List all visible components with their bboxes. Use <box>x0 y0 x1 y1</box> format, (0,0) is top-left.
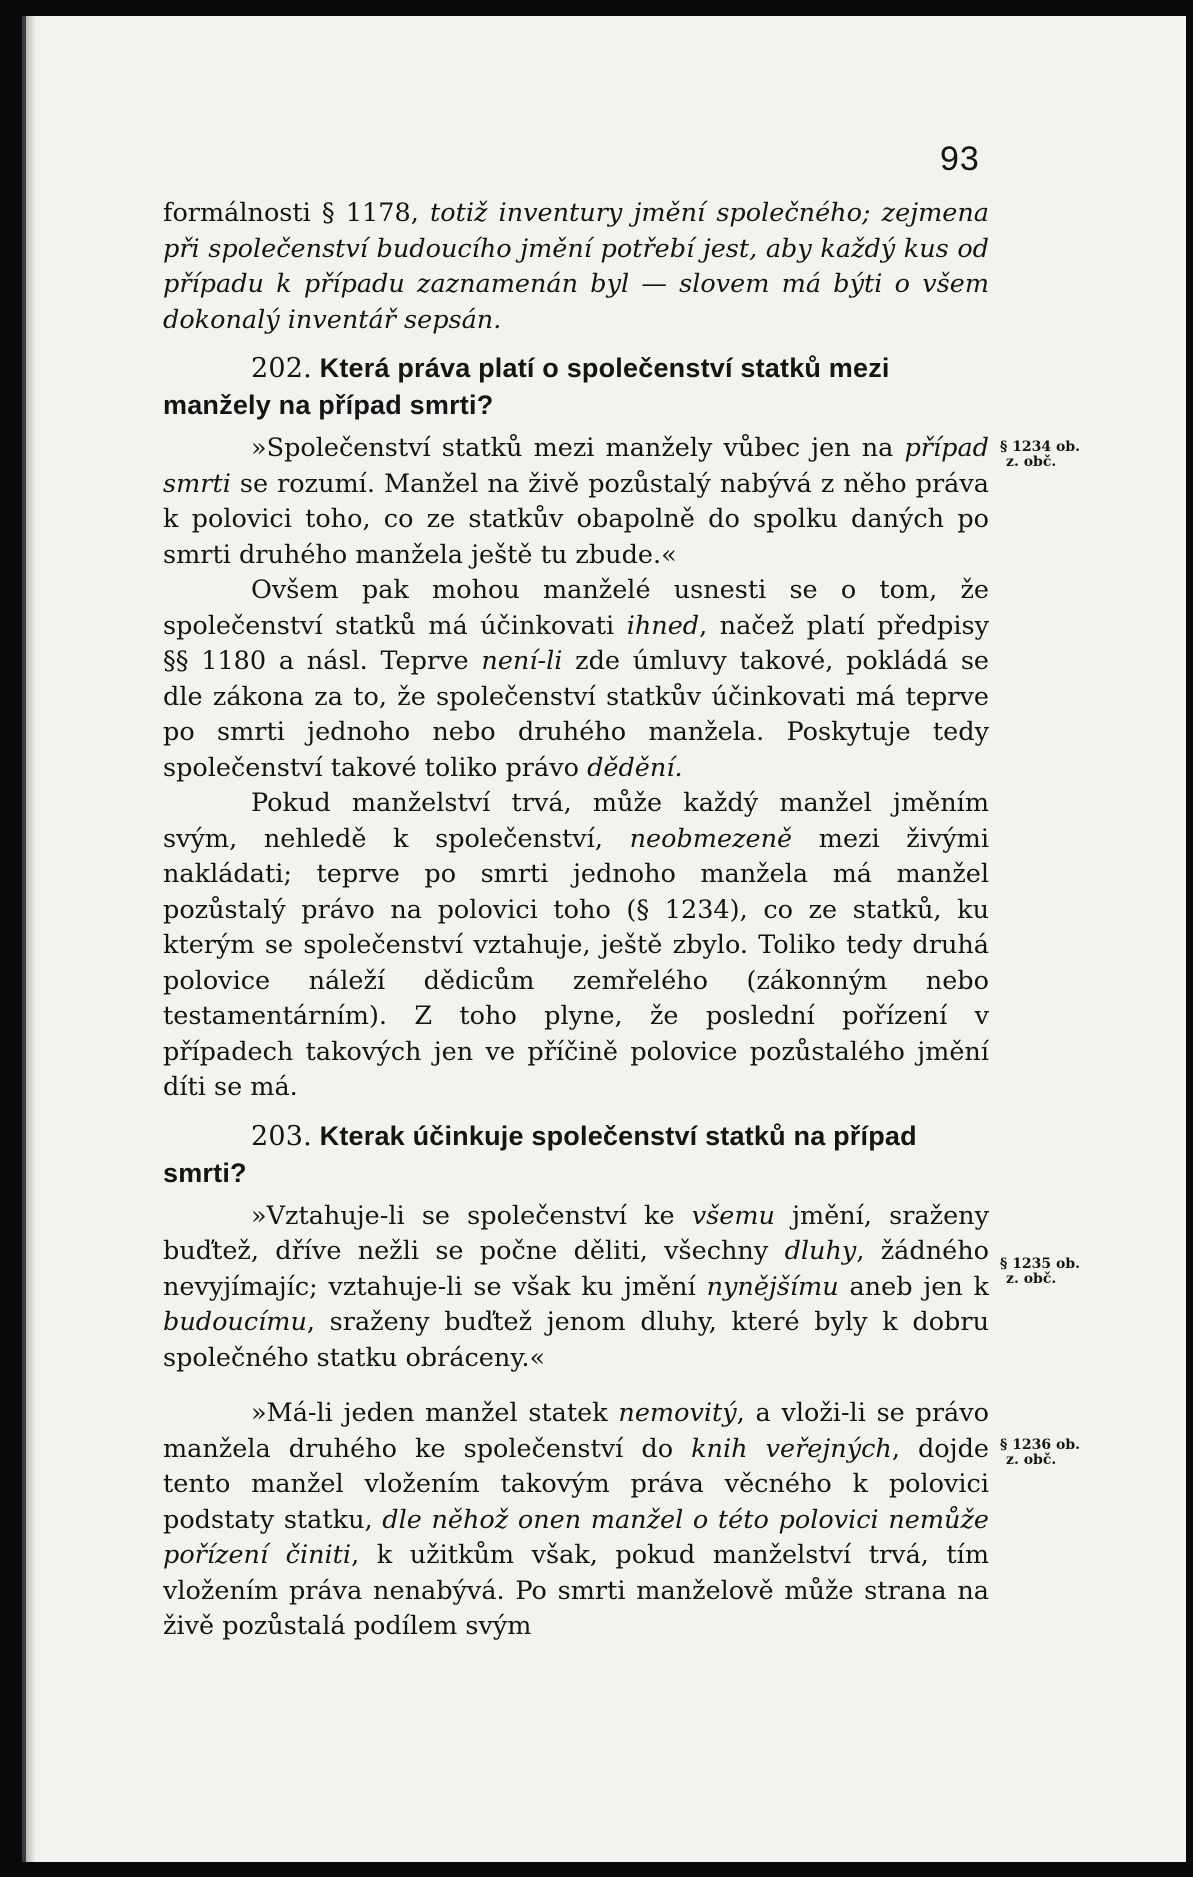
text-run: , k užitkům však, pokud manželství trvá, tím vložením práva nenabývá. Po smrti manželově může strana na živě pozůstalá podílem svým <box>163 1540 989 1641</box>
italic-run: případ smrti <box>163 433 989 499</box>
text-run: , a vloži-li se právo manžela druhého ke společenství do <box>163 1398 989 1464</box>
paragraph-commentary <box>163 573 989 786</box>
text-run: se rozumí. Manžel na živě pozůstalý nabývá z něho práva k polovici toho, co ze statkův obapolně do spolku daných po smrti druhého manžela ještě tu zbude.« <box>163 468 989 570</box>
paragraph-quote-1234 <box>163 431 989 573</box>
text-run: jmění, sraženy buďtež, dříve nežli se počne děliti, všechny <box>163 1200 989 1266</box>
text-run: aneb jen k <box>838 1271 990 1302</box>
text-run: Pokud manželství trvá, může každý manžel jměním svým, nehledě k společenství, <box>163 788 989 854</box>
margin-note-line: § 1234 ob. <box>1000 439 1081 455</box>
text-run: zde úmluvy takové, pokládá se dle zákona za to, že společenství statkův účinkovati má teprve po smrti jednoho nebo druhého manžela. Poskytuje tedy společenství takové toliko právo <box>163 646 989 783</box>
paragraph-quote-1236 <box>163 1396 989 1645</box>
italic-run: budoucímu <box>163 1307 307 1337</box>
italic-run: dle něhož onen manžel o této polovici nemůže pořízení činiti <box>163 1504 989 1570</box>
italic-run: neobmezeně <box>629 823 793 854</box>
page-edge-shadow <box>26 16 36 1862</box>
margin-note-1234 <box>1000 440 1110 470</box>
margin-note-1236 <box>1000 1438 1110 1468</box>
italic-run: není-li <box>481 646 563 676</box>
question-number: 203. <box>251 1120 312 1152</box>
italic-run: nynějšímu <box>706 1271 839 1302</box>
italic-run: nemovitý <box>618 1398 737 1428</box>
italic-run: dědění. <box>587 752 683 783</box>
margin-note-line: § 1235 ob. <box>1000 1256 1081 1272</box>
text-run: formálnosti § 1178, <box>163 198 430 228</box>
text-run: , sraženy buďtež jenom dluhy, které byly k dobru společného statku obráceny.« <box>163 1307 989 1373</box>
question-text: Kterak účinkuje společenství statků na případ smrti? <box>163 1120 917 1188</box>
question-text: Která práva platí o společenství statků mezi manžely na případ smrti? <box>163 353 890 420</box>
paragraph-continuation <box>163 196 989 338</box>
margin-note-line: z. obč. <box>1006 454 1057 470</box>
paragraph-commentary <box>163 786 989 1106</box>
paragraph-quote-1235 <box>163 1199 989 1377</box>
text-run: »Má-li jeden manžel statek <box>251 1398 619 1428</box>
italic-run: knih veřejných <box>691 1433 892 1464</box>
text-run: , načež platí předpisy §§ 1180 a násl. Teprve <box>163 610 990 676</box>
italic-run: dluhy <box>784 1236 857 1266</box>
margin-note-1235 <box>1000 1257 1110 1287</box>
margin-note-line: z. obč. <box>1006 1271 1057 1287</box>
text-run: , žádného nevyjímajíc; vztahuje-li se však ku jmění <box>163 1236 989 1302</box>
page-number: 93 <box>940 140 980 178</box>
text-run: mezi živými nakládati; teprve po smrti jednoho manžela má manžel pozůstalý právo na polovici toho (§ 1234), co ze statků, ku kterým se společenství vztahuje, ještě zbylo. Toliko tedy druhá polovice náleží dědicům zemřelého (zákonným nebo testamentárním). Z toho plyne, že poslední pořízení v případech takových jen ve příčině polovice pozůstalého jmění díti se má. <box>163 823 990 1102</box>
text-run: »Společenství statků mezi manžely vůbec jen na <box>251 433 905 463</box>
italic-run: všemu <box>691 1200 775 1231</box>
question-heading-202 <box>163 350 989 423</box>
text-run: »Vztahuje-li se společenství ke <box>251 1200 692 1231</box>
question-heading-203 <box>163 1118 989 1191</box>
text-run: , dojde tento manžel vložením takovým práva věcného k polovici podstaty statku, <box>163 1433 989 1535</box>
question-number: 202. <box>251 353 312 384</box>
text-run: Ovšem pak mohou manželé usnesti se o tom, že společenství statků má účinkovati <box>163 575 989 641</box>
margin-note-line: z. obč. <box>1006 1452 1057 1468</box>
italic-run: totiž inventury jmění společného; zejmena při společenství budoucího jmění potřebí jest, aby každý kus od případu k případu zaznamenán byl — slovem má býti o všem dokonalý inventář sepsán. <box>163 198 989 335</box>
margin-note-line: § 1236 ob. <box>1000 1437 1081 1453</box>
italic-run: ihned <box>626 610 700 641</box>
page-text <box>163 196 989 1645</box>
